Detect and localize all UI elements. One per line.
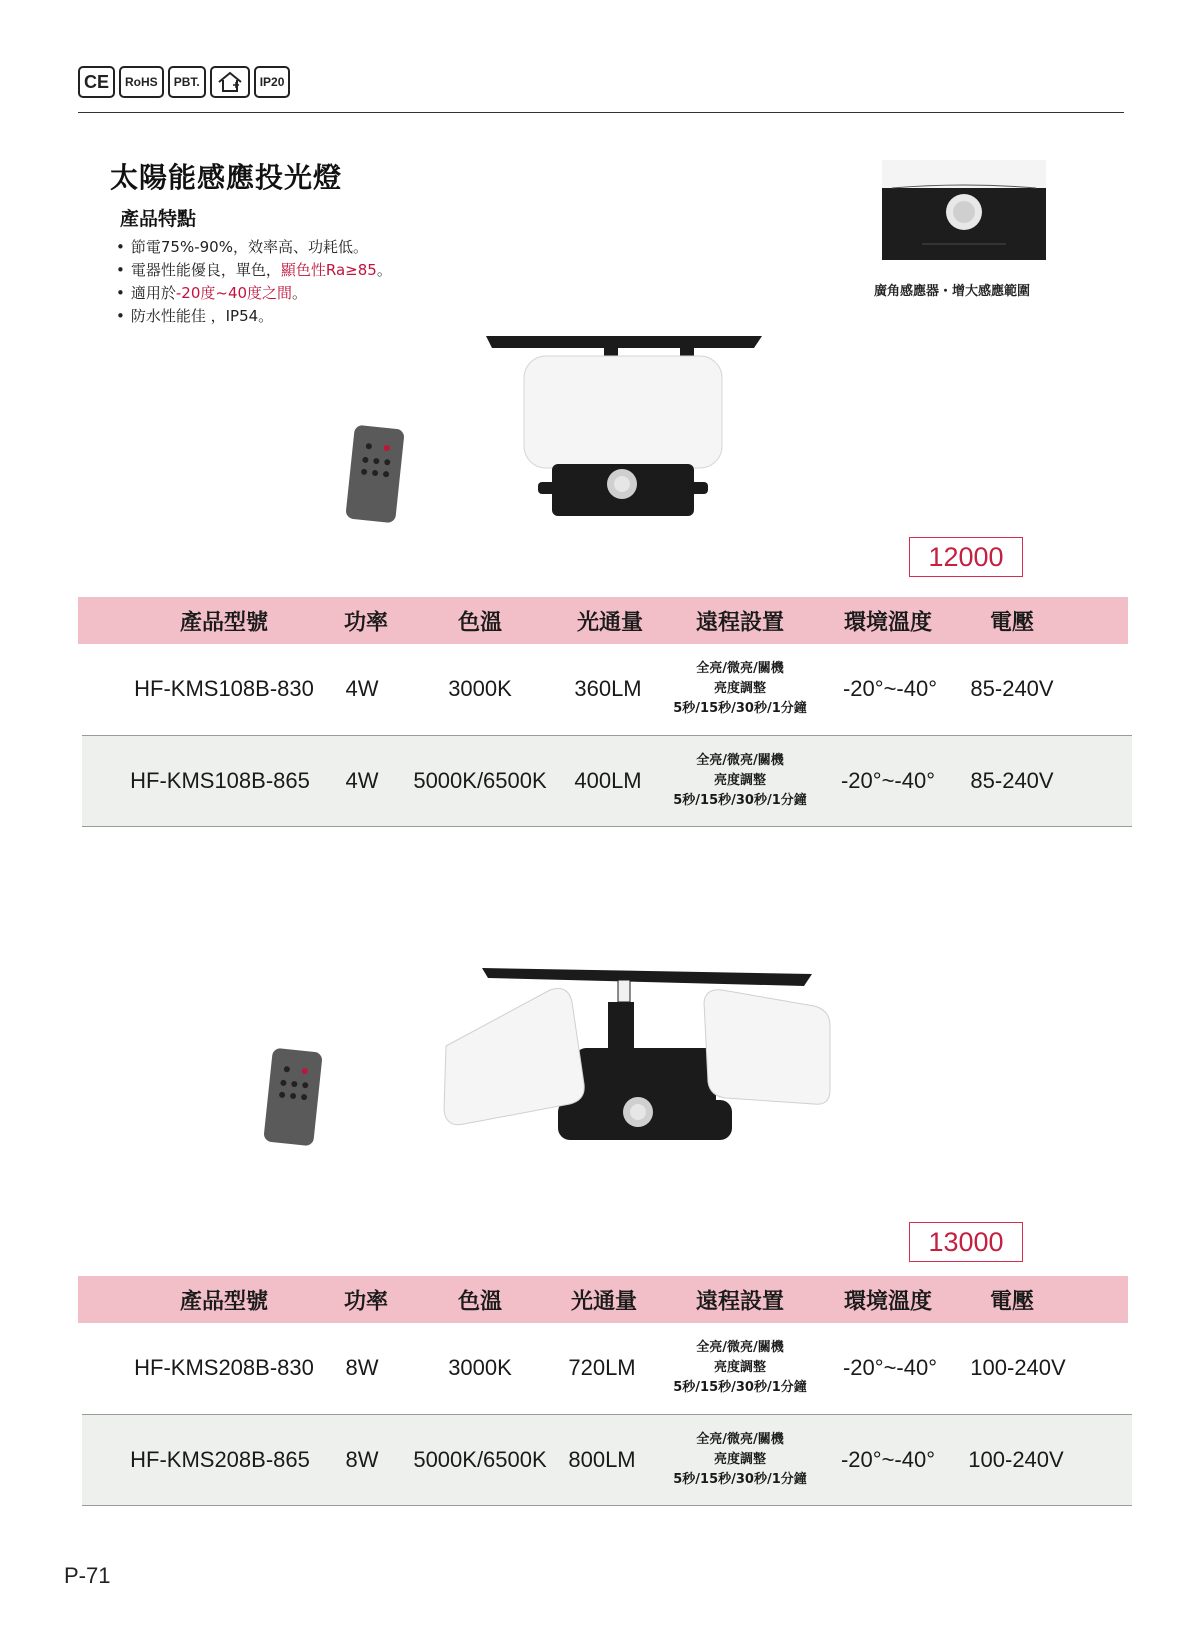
features-heading: 產品特點 [120, 208, 197, 230]
cell-voltage: 100-240V [970, 1355, 1066, 1380]
table-row [82, 1323, 1132, 1413]
header-remote: 遠程設置 [695, 1289, 785, 1314]
cell-voltage: 100-240V [968, 1447, 1064, 1472]
cell-temp: -20°~-40° [840, 768, 936, 793]
rohs-badge: RoHS [119, 66, 164, 98]
cell-cct: 5000K/6500K [413, 768, 547, 793]
cell-remote: 全亮/微亮/關機 亮度調整 5秒/15秒/30秒/1分鐘 [673, 1340, 807, 1395]
price-tag: 12000 [909, 537, 1023, 577]
header-cct: 色溫 [457, 610, 503, 635]
cell-voltage: 85-240V [970, 676, 1054, 701]
cell-remote: 全亮/微亮/關機 亮度調整 5秒/15秒/30秒/1分鐘 [673, 1432, 807, 1487]
header-voltage: 電壓 [989, 610, 1035, 635]
ip20-badge: IP20 [254, 66, 291, 98]
ce-badge: CE [78, 66, 115, 98]
header-power: 功率 [343, 1289, 389, 1314]
header-model: 產品型號 [179, 610, 269, 635]
feature-item: • 電器性能優良，單色，顯色性Ra≥85。 [116, 259, 392, 282]
cell-power: 8W [345, 1447, 379, 1472]
cell-temp: -20°~-40° [842, 1355, 938, 1380]
remote-control-image [344, 425, 406, 525]
cell-power: 4W [345, 676, 379, 701]
header-remote: 遠程設置 [695, 610, 785, 635]
indoor-house-icon [210, 66, 250, 98]
sensor-caption: 廣角感應器・增大感應範圍 [874, 284, 1031, 299]
cell-cct: 3000K [448, 1355, 512, 1380]
cell-power: 8W [345, 1355, 379, 1380]
cell-power: 4W [345, 768, 379, 793]
table-row [82, 736, 1132, 826]
sensor-closeup-image [882, 160, 1046, 260]
cell-cct: 3000K [448, 676, 512, 701]
cell-remote: 全亮/微亮/關機 亮度調整 5秒/15秒/30秒/1分鐘 [673, 661, 807, 716]
row-divider [82, 1505, 1132, 1506]
table-row [82, 1415, 1132, 1505]
cell-temp: -20°~-40° [840, 1447, 936, 1472]
cell-lumen: 720LM [568, 1355, 636, 1380]
header-lumen: 光通量 [576, 610, 644, 635]
cell-model: HF-KMS208B-830 [134, 1355, 314, 1380]
header-lumen: 光通量 [570, 1289, 638, 1314]
cell-voltage: 85-240V [970, 768, 1054, 793]
cell-remote: 全亮/微亮/關機 亮度調整 5秒/15秒/30秒/1分鐘 [673, 753, 807, 808]
feature-item: • 適用於-20度~40度之間。 [116, 282, 392, 305]
header-power: 功率 [343, 610, 389, 635]
cell-temp: -20°~-40° [842, 676, 938, 701]
table-header [78, 1276, 1128, 1323]
certification-badges [78, 66, 290, 98]
price-tag: 13000 [909, 1222, 1023, 1262]
header-voltage: 電壓 [989, 1289, 1035, 1314]
table-header [78, 597, 1128, 644]
header-divider [78, 112, 1124, 113]
table-row [82, 644, 1132, 734]
header-model: 產品型號 [179, 1289, 269, 1314]
cell-model: HF-KMS108B-830 [134, 676, 314, 701]
page-number: P-71 [64, 1563, 111, 1588]
cell-lumen: 360LM [574, 676, 642, 701]
header-temp: 環境溫度 [843, 610, 933, 635]
product-image-single-head [484, 334, 764, 520]
pbt-badge: PBT. [168, 66, 206, 98]
header-cct: 色溫 [457, 1289, 503, 1314]
row-divider [82, 826, 1132, 827]
feature-list [116, 236, 392, 328]
remote-control-image [262, 1048, 324, 1148]
feature-item: • 節電75%-90%，效率高、功耗低。 [116, 236, 392, 259]
cell-cct: 5000K/6500K [413, 1447, 547, 1472]
product-title: 太陽能感應投光燈 [110, 161, 343, 194]
cell-lumen: 400LM [574, 768, 642, 793]
product-image-twin-head [438, 966, 838, 1172]
cell-model: HF-KMS208B-865 [130, 1447, 310, 1472]
header-temp: 環境溫度 [843, 1289, 933, 1314]
cell-lumen: 800LM [568, 1447, 636, 1472]
feature-item: • 防水性能佳 ，IP54。 [116, 305, 392, 328]
cell-model: HF-KMS108B-865 [130, 768, 310, 793]
